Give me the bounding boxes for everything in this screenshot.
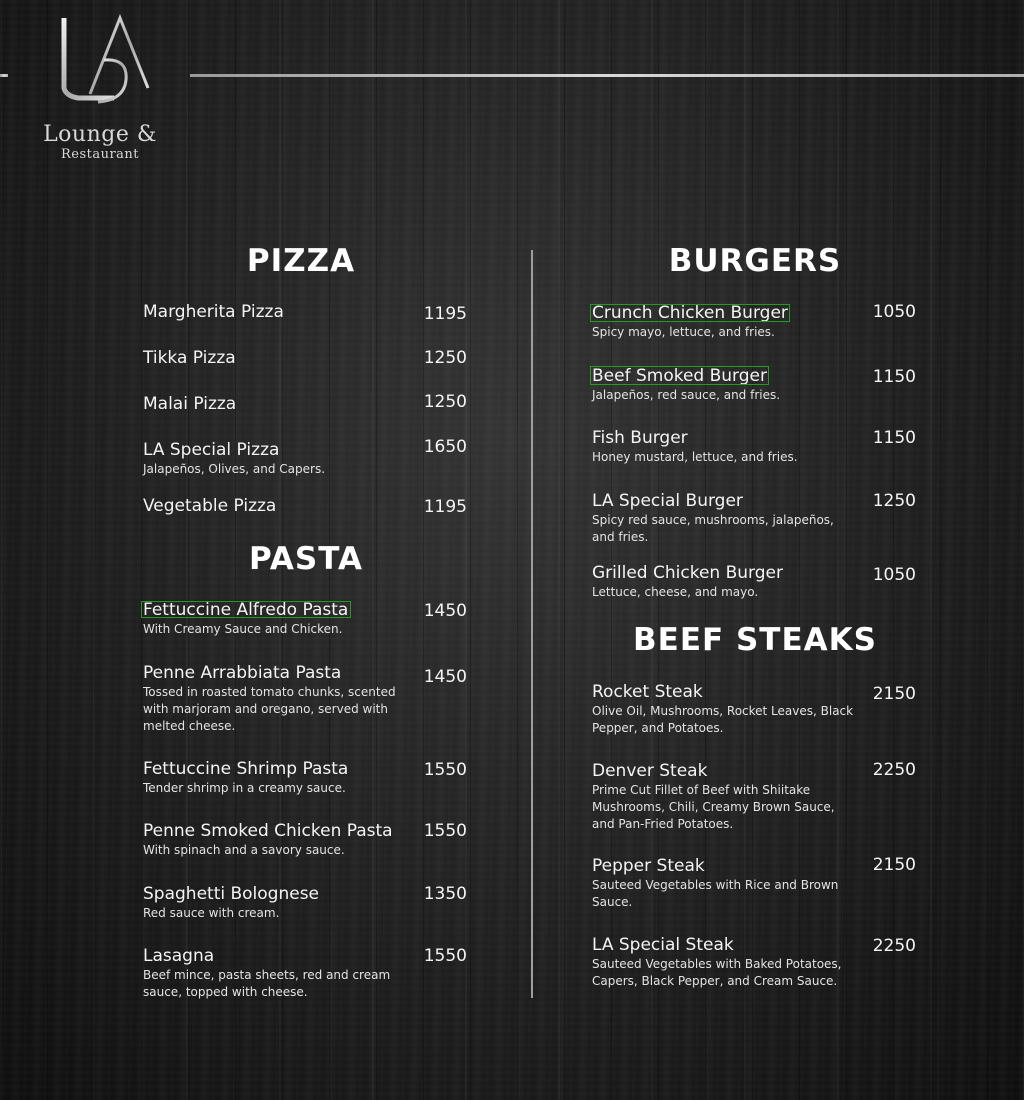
menu-item-la-special-burger	[592, 491, 842, 546]
header-rule-right	[190, 74, 1024, 77]
menu-item-tikka-pizza	[143, 348, 413, 368]
menu-item-lasagna	[143, 946, 405, 1001]
header-rule-left	[0, 74, 8, 77]
menu-item-la-special-steak	[592, 935, 854, 990]
item-price: 2150	[872, 684, 916, 704]
la-monogram-icon	[44, 14, 156, 114]
item-description: Spicy mayo, lettuce, and fries.	[592, 325, 775, 339]
item-description: Olive Oil, Mushrooms, Rocket Leaves, Black Pepper, and Potatoes.	[592, 704, 854, 735]
item-price: 1050	[872, 302, 916, 322]
menu-item-pepper-steak	[592, 856, 854, 911]
menu-item-malai-pizza	[143, 394, 413, 414]
item-price: 1150	[872, 367, 916, 387]
item-price: 1250	[423, 348, 467, 368]
item-description: Red sauce with cream.	[143, 906, 280, 920]
item-name: Penne Arrabbiata Pasta	[143, 663, 342, 683]
item-description: Jalapeños, red sauce, and fries.	[592, 388, 781, 402]
item-name: Malai Pizza	[143, 394, 237, 414]
item-description: Honey mustard, lettuce, and fries.	[592, 450, 798, 464]
item-name: Grilled Chicken Burger	[592, 563, 783, 583]
item-description: Beef mince, pasta sheets, red and cream sauce, topped with cheese.	[143, 968, 391, 999]
item-description: Prime Cut Fillet of Beef with Shiitake Mushrooms, Chili, Creamy Brown Sauce, and Pan-Fried Potatoes.	[592, 783, 835, 831]
item-price: 2250	[872, 936, 916, 956]
item-name: Lasagna	[143, 946, 215, 966]
section-title-pasta: PASTA	[249, 541, 363, 577]
item-name: Rocket Steak	[592, 682, 703, 702]
item-name: Fettuccine Alfredo Pasta	[143, 600, 349, 620]
item-price: 1250	[423, 392, 467, 412]
item-price: 2250	[872, 760, 916, 780]
menu-item-penne-smoked-chicken-pasta	[143, 821, 405, 859]
item-description: Tossed in roasted tomato chunks, scented with marjoram and oregano, served with melted cheese.	[143, 685, 396, 733]
brand-name: Lounge &	[43, 122, 157, 147]
highlight-box	[591, 367, 768, 384]
menu-item-margherita-pizza	[143, 302, 413, 322]
column-divider	[531, 250, 533, 998]
item-price: 1550	[423, 821, 467, 841]
highlight-box	[591, 305, 789, 321]
menu-item-rocket-steak	[592, 682, 854, 737]
item-price: 1550	[423, 946, 467, 966]
menu-item-la-special-pizza	[143, 440, 413, 478]
menu-item-penne-arrabbiata-pasta	[143, 663, 405, 735]
brand-subtitle: Restaurant	[60, 147, 140, 162]
item-name: Crunch Chicken Burger	[592, 303, 788, 323]
item-name: LA Special Burger	[592, 491, 743, 511]
item-description: Jalapeños, Olives, and Capers.	[143, 462, 326, 476]
section-title-burgers: BURGERS	[668, 243, 842, 279]
item-name: Margherita Pizza	[143, 302, 284, 322]
menu-item-denver-steak	[592, 761, 854, 833]
item-price: 1550	[423, 760, 467, 780]
item-name: Fettuccine Shrimp Pasta	[143, 759, 349, 779]
item-name: Denver Steak	[592, 761, 708, 781]
menu-item-fish-burger	[592, 428, 852, 466]
item-price: 1195	[423, 304, 467, 324]
item-price: 1450	[423, 601, 467, 621]
item-price: 1450	[423, 667, 467, 687]
item-name: Spaghetti Bolognese	[143, 884, 320, 904]
menu-item-fettuccine-shrimp-pasta	[143, 759, 405, 797]
item-name: Penne Smoked Chicken Pasta	[143, 821, 393, 841]
item-description: Spicy red sauce, mushrooms, jalapeños, and fries.	[592, 513, 834, 544]
item-name: LA Special Pizza	[143, 440, 280, 460]
item-price: 1050	[872, 565, 916, 585]
item-description: Sauteed Vegetables with Baked Potatoes, Capers, Black Pepper, and Cream Sauce.	[592, 957, 842, 988]
item-price: 2150	[872, 855, 916, 875]
item-description: Sauteed Vegetables with Rice and Brown Sauce.	[592, 878, 839, 909]
item-description: With Creamy Sauce and Chicken.	[143, 622, 343, 636]
item-price: 1195	[423, 497, 467, 517]
highlight-box	[142, 602, 350, 617]
menu-item-grilled-chicken-burger	[592, 563, 852, 601]
item-description: With spinach and a savory sauce.	[143, 843, 345, 857]
item-name: Pepper Steak	[592, 856, 705, 876]
item-name: Vegetable Pizza	[143, 496, 277, 516]
item-price: 1150	[872, 428, 916, 448]
item-name: Fish Burger	[592, 428, 688, 448]
menu-item-vegetable-pizza	[143, 496, 413, 516]
item-description: Lettuce, cheese, and mayo.	[592, 585, 759, 599]
item-price: 1250	[872, 491, 916, 511]
menu-item-spaghetti-bolognese	[143, 884, 405, 922]
section-title-pizza: PIZZA	[246, 243, 356, 279]
brand-logo	[30, 14, 170, 162]
item-description: Tender shrimp in a creamy sauce.	[143, 781, 346, 795]
item-price: 1350	[423, 884, 467, 904]
item-name: Beef Smoked Burger	[592, 366, 767, 386]
item-price: 1650	[423, 437, 467, 457]
item-name: Tikka Pizza	[143, 348, 236, 368]
section-title-beef-steaks: BEEF STEAKS	[633, 622, 877, 658]
item-name: LA Special Steak	[592, 935, 734, 955]
